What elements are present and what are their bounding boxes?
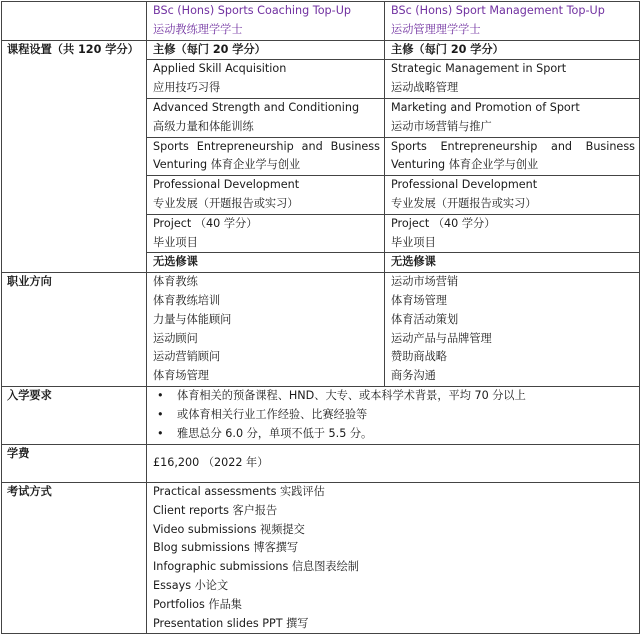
module-name-en: Advanced Strength and Conditioning bbox=[153, 100, 360, 114]
curriculum-label: 课程设置（共 120 学分） bbox=[2, 40, 147, 273]
project-name: Project bbox=[391, 216, 430, 230]
fees-row bbox=[2, 444, 640, 482]
management-module bbox=[385, 137, 640, 176]
header-empty-cell bbox=[2, 2, 147, 41]
module-name-zh: 毕业项目 bbox=[391, 235, 436, 249]
fees-label: 学费 bbox=[2, 444, 147, 482]
module-name-en: Strategic Management in Sport bbox=[391, 62, 567, 76]
module-name-en: Professional Development bbox=[391, 178, 538, 192]
module-word: and bbox=[301, 139, 323, 153]
career-item: 力量与体能顾问 bbox=[153, 312, 232, 326]
coaching-no-elective: 无选修课 bbox=[147, 253, 385, 273]
entry-item: • 雅思总分 6.0 分，单项不低于 5.5 分。 bbox=[153, 425, 635, 444]
module-word: Venturing bbox=[391, 158, 446, 172]
module-name-zh: 专业发展（开题报告或实习） bbox=[153, 196, 299, 210]
management-no-elective: 无选修课 bbox=[385, 253, 640, 273]
career-item: 体育场管理 bbox=[153, 369, 209, 383]
module-word: Entrepreneurship bbox=[440, 139, 538, 153]
module-word: Business bbox=[330, 139, 380, 153]
management-header-cell bbox=[385, 2, 640, 41]
project-name: Project bbox=[153, 216, 192, 230]
management-module bbox=[385, 60, 640, 99]
management-module bbox=[385, 176, 640, 215]
career-item: 运动市场营销 bbox=[391, 275, 459, 289]
management-title-zh: 运动管理理学学士 bbox=[391, 22, 481, 36]
assessment-item: Presentation slides PPT 撰写 bbox=[153, 616, 309, 630]
entry-row bbox=[2, 386, 640, 444]
management-module bbox=[385, 98, 640, 137]
management-module bbox=[385, 214, 640, 253]
module-name-zh: 运动市场营销与推广 bbox=[391, 119, 492, 133]
management-title-en: BSc (Hons) Sport Management Top-Up bbox=[391, 4, 605, 17]
assessment-row bbox=[2, 482, 640, 633]
entry-label: 入学要求 bbox=[2, 386, 147, 444]
module-name-zh: 运动战略管理 bbox=[391, 81, 459, 95]
module-name-zh: 应用技巧习得 bbox=[153, 81, 221, 95]
module-name-en-justified bbox=[153, 138, 380, 157]
career-item: 体育教练培训 bbox=[153, 293, 221, 307]
module-name-zh: 毕业项目 bbox=[153, 235, 198, 249]
coaching-title-zh: 运动教练理学学士 bbox=[153, 22, 243, 36]
module-name-en: Marketing and Promotion of Sport bbox=[391, 100, 580, 114]
coaching-module bbox=[147, 176, 385, 215]
module-word: Entrepreneurship bbox=[196, 139, 294, 153]
module-word: Business bbox=[585, 139, 635, 153]
assessment-item: Essays 小论文 bbox=[153, 578, 229, 592]
coaching-core-label: 主修（每门 20 学分） bbox=[147, 40, 385, 60]
assessment-methods bbox=[147, 482, 640, 633]
management-careers bbox=[385, 273, 640, 387]
module-name-zh: 专业发展（开题报告或实习） bbox=[391, 196, 537, 210]
career-item: 体育活动策划 bbox=[391, 312, 459, 326]
assessment-label: 考试方式 bbox=[2, 482, 147, 633]
coaching-module bbox=[147, 137, 385, 176]
coaching-module bbox=[147, 98, 385, 137]
coaching-careers bbox=[147, 273, 385, 387]
career-item: 体育场管理 bbox=[391, 293, 447, 307]
coaching-module bbox=[147, 60, 385, 99]
assessment-item: Blog submissions 博客撰写 bbox=[153, 541, 299, 555]
assessment-item: Portfolios 作品集 bbox=[153, 597, 242, 611]
coaching-header-cell bbox=[147, 2, 385, 41]
career-item: 商务沟通 bbox=[391, 369, 436, 383]
career-item: 赞助商战略 bbox=[391, 350, 447, 364]
career-item: 运动顾问 bbox=[153, 331, 198, 345]
entry-item: • 或体育相关行业工作经验、比赛经验等 bbox=[153, 406, 635, 425]
module-name-line2 bbox=[391, 156, 635, 175]
module-name-en-justified bbox=[391, 138, 635, 157]
assessment-item: Client reports 客户报告 bbox=[153, 503, 278, 517]
management-core-label: 主修（每门 20 学分） bbox=[385, 40, 640, 60]
assessment-item: Infographic submissions 信息图表绘制 bbox=[153, 560, 359, 574]
module-name-en bbox=[391, 215, 635, 234]
module-name-zh: 体育企业学与创业 bbox=[210, 158, 301, 172]
header-row bbox=[2, 2, 640, 41]
module-name-en: Professional Development bbox=[153, 178, 300, 192]
entry-requirements bbox=[147, 386, 640, 444]
module-word: Venturing bbox=[153, 158, 208, 172]
project-credits: （40 学分） bbox=[432, 216, 496, 230]
career-item: 运动产品与品牌管理 bbox=[391, 331, 492, 345]
assessment-item: Video submissions 视频提交 bbox=[153, 522, 305, 536]
programme-table bbox=[1, 1, 640, 634]
coaching-title-en: BSc (Hons) Sports Coaching Top-Up bbox=[153, 4, 351, 17]
module-name-en bbox=[153, 215, 380, 234]
module-name-en: Applied Skill Acquisition bbox=[153, 62, 287, 76]
module-word: Sports bbox=[153, 139, 189, 153]
entry-list bbox=[153, 387, 635, 443]
module-name-line2 bbox=[153, 156, 380, 175]
module-word: Sports bbox=[391, 139, 427, 153]
curriculum-core-row bbox=[2, 40, 640, 60]
career-item: 体育教练 bbox=[153, 275, 198, 289]
assessment-item: Practical assessments 实践评估 bbox=[153, 484, 325, 498]
career-item: 运动营销顾问 bbox=[153, 350, 221, 364]
entry-item: • 体育相关的预备课程、HND、大专、或本科学术背景，平均 70 分以上 bbox=[153, 387, 635, 406]
project-credits: （40 学分） bbox=[194, 216, 258, 230]
coaching-module bbox=[147, 214, 385, 253]
module-name-zh: 高级力量和体能训练 bbox=[153, 119, 254, 133]
module-word: and bbox=[550, 139, 573, 153]
fees-value: £16,200 （2022 年） bbox=[147, 444, 640, 482]
careers-row bbox=[2, 273, 640, 387]
careers-label: 职业方向 bbox=[2, 273, 147, 387]
module-name-zh: 体育企业学与创业 bbox=[448, 158, 539, 172]
